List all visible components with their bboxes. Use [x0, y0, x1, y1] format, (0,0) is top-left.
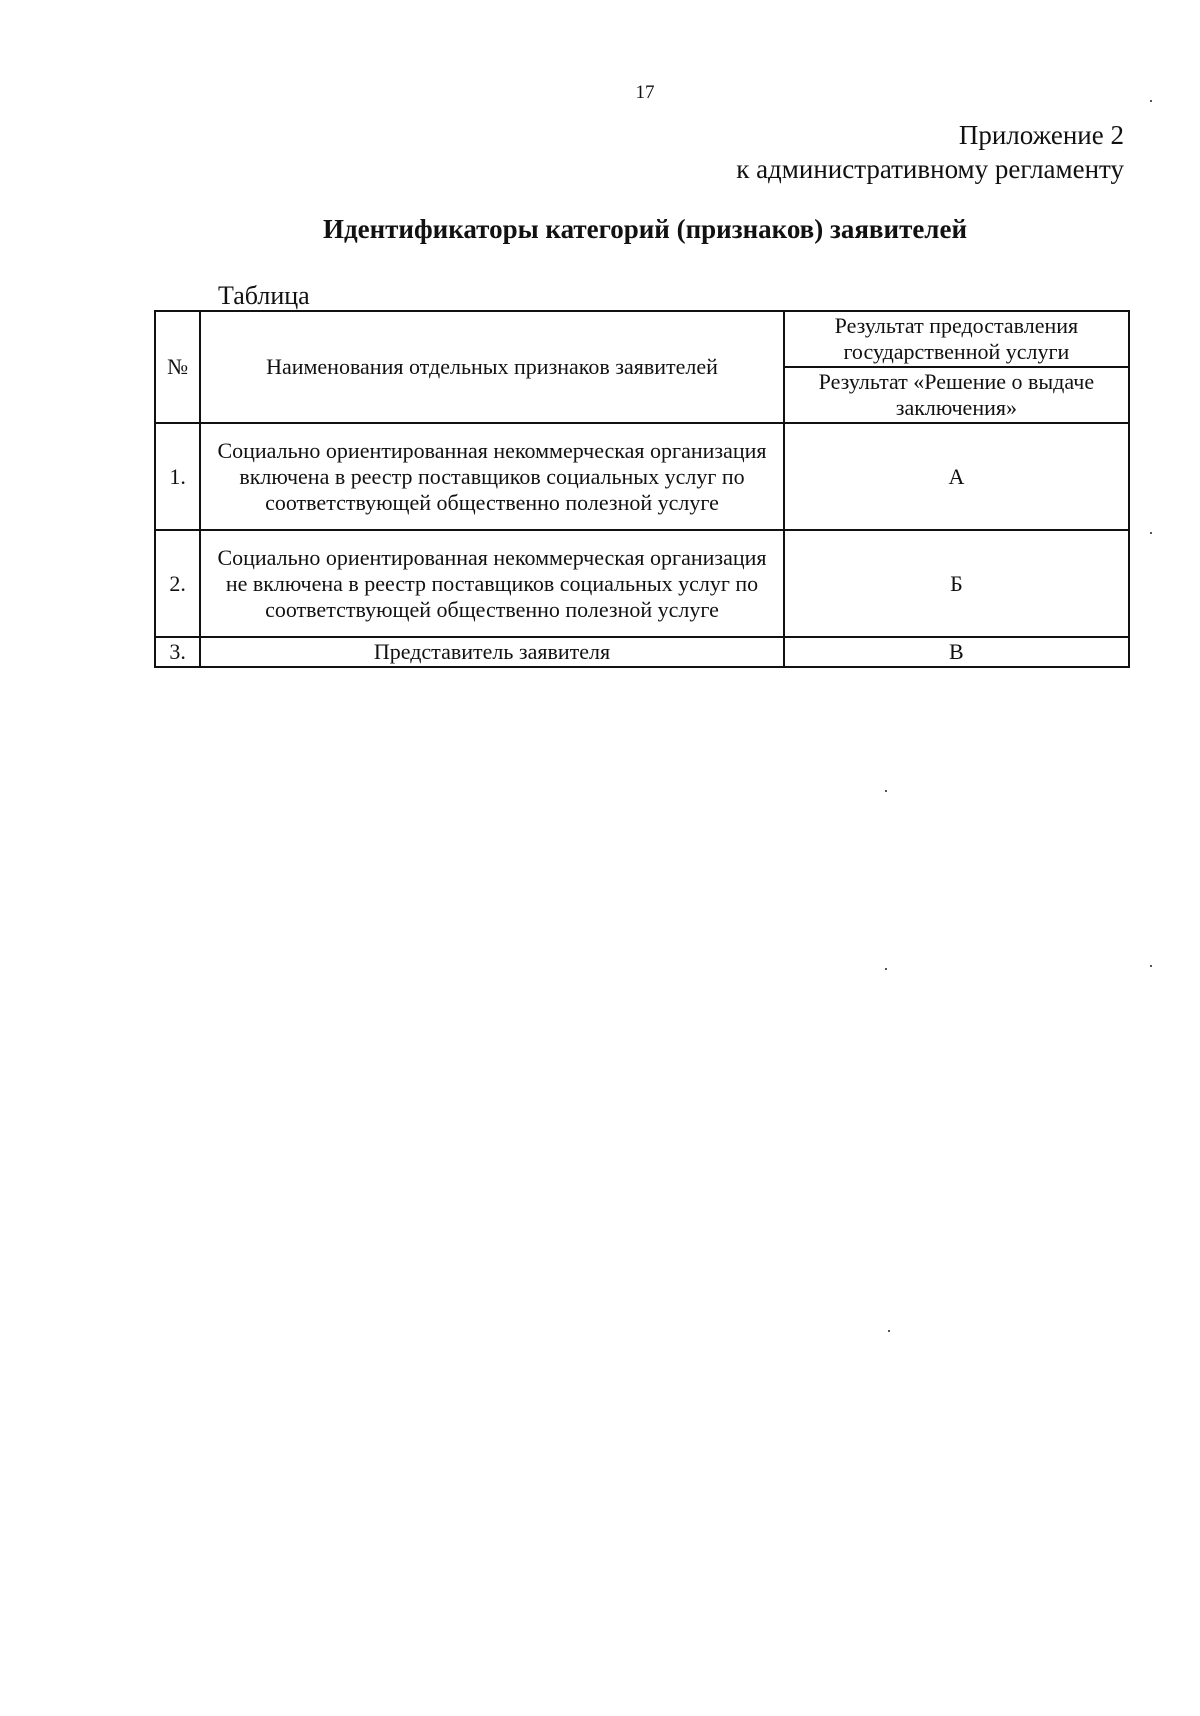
scan-speck [885, 968, 887, 970]
scan-speck [1150, 965, 1152, 967]
table-row [155, 530, 1129, 637]
row-name: Представитель заявителя [200, 637, 784, 667]
appendix-line-2: к административному регламенту [736, 154, 1124, 184]
table-row [155, 423, 1129, 530]
table-caption: Таблица [218, 281, 310, 310]
scan-speck [1150, 532, 1152, 534]
table-header-row [155, 311, 1129, 367]
row-result: А [784, 423, 1129, 530]
appendix-note [736, 118, 1124, 186]
appendix-line-1: Приложение 2 [958, 120, 1124, 150]
row-name: Социально ориентированная некоммерческая организация не включена в реестр поставщиков социальных услуг по соответствующей общественно полезной услуге [200, 530, 784, 637]
scan-speck [885, 790, 887, 792]
row-num: 1. [155, 423, 200, 530]
row-name: Социально ориентированная некоммерческая организация включена в реестр поставщиков социальных услуг по соответствующей общественно полезной услуге [200, 423, 784, 530]
header-result: Результат «Решение о выдаче заключения» [784, 367, 1129, 423]
applicant-categories-table [154, 310, 1130, 668]
table-row [155, 637, 1129, 667]
page-number: 17 [635, 82, 655, 103]
document-title: Идентификаторы категорий (признаков) заявителей [322, 214, 968, 244]
scan-speck [1150, 100, 1152, 102]
header-result-group: Результат предоставления государственной услуги [784, 311, 1129, 367]
header-name: Наименования отдельных признаков заявителей [200, 311, 784, 423]
row-num: 3. [155, 637, 200, 667]
row-result: Б [784, 530, 1129, 637]
scan-speck [888, 1330, 890, 1332]
row-result: В [784, 637, 1129, 667]
row-num: 2. [155, 530, 200, 637]
header-num: № [155, 311, 200, 423]
